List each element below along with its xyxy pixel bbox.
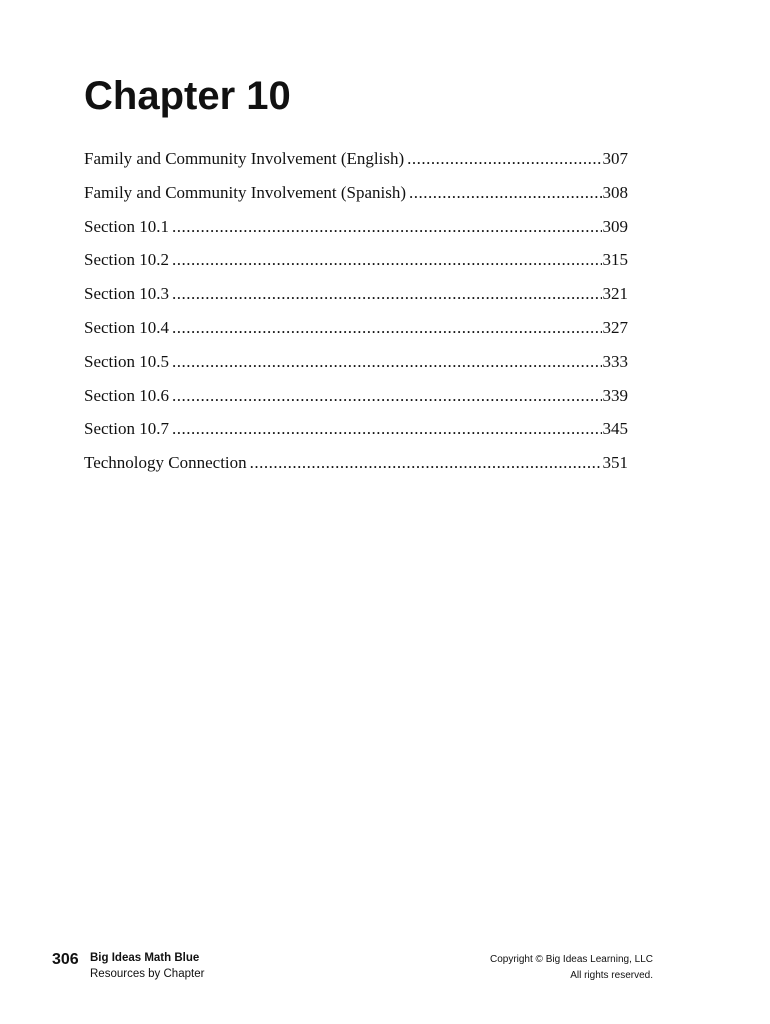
toc-entry-page: 351: [602, 453, 628, 473]
toc-entry-label: Section 10.7: [84, 419, 169, 439]
toc-entry-page: 309: [602, 216, 628, 236]
dot-leader: [172, 213, 602, 241]
dot-leader: [172, 415, 602, 443]
toc-entry-label: Section 10.5: [84, 351, 169, 371]
dot-leader: [409, 179, 601, 207]
table-of-contents: [84, 145, 628, 483]
toc-entry-family-spanish[interactable]: [84, 179, 628, 213]
toc-entry-page: 308: [602, 182, 628, 202]
toc-entry-page: 339: [602, 385, 628, 405]
toc-entry-page: 333: [602, 351, 628, 371]
toc-entry-label: Family and Community Involvement (English): [84, 149, 405, 168]
toc-entry-page: 327: [602, 317, 628, 337]
toc-entry-page: 345: [602, 419, 628, 439]
book-title: Big Ideas Math Blue: [90, 952, 200, 964]
dot-leader: [172, 314, 602, 342]
toc-entry-label: Technology Connection: [84, 453, 247, 473]
dot-leader: [407, 145, 601, 173]
toc-entry-technology-connection[interactable]: [84, 449, 628, 483]
toc-entry-section-10-2[interactable]: [84, 246, 628, 280]
dot-leader: [172, 246, 602, 274]
dot-leader: [172, 382, 602, 410]
toc-entry-page: 321: [602, 284, 628, 304]
toc-entry-section-10-5[interactable]: [84, 348, 628, 382]
toc-entry-section-10-4[interactable]: [84, 314, 628, 348]
dot-leader: [172, 348, 602, 376]
toc-entry-page: 307: [602, 149, 628, 168]
page-footer: [0, 950, 770, 990]
toc-entry-page: 315: [602, 250, 628, 270]
toc-entry-section-10-7[interactable]: [84, 415, 628, 449]
toc-entry-label: Family and Community Involvement (Spanish): [84, 182, 407, 202]
book-subtitle: Resources by Chapter: [90, 968, 205, 980]
toc-entry-label: Section 10.1: [84, 216, 169, 236]
dot-leader: [250, 449, 602, 477]
toc-entry-section-10-1[interactable]: [84, 213, 628, 247]
toc-entry-family-english[interactable]: [84, 145, 628, 179]
toc-entry-label: Section 10.3: [84, 284, 169, 304]
toc-entry-label: Section 10.4: [84, 317, 169, 337]
toc-entry-label: Section 10.6: [84, 385, 169, 405]
dot-leader: [172, 280, 602, 308]
toc-entry-label: Section 10.2: [84, 250, 169, 270]
toc-entry-section-10-6[interactable]: [84, 382, 628, 416]
copyright-notice: Copyright © Big Ideas Learning, LLC: [489, 954, 653, 965]
page-number: 306: [52, 951, 79, 968]
rights-notice: All rights reserved.: [570, 970, 653, 981]
toc-entry-section-10-3[interactable]: [84, 280, 628, 314]
chapter-title: Chapter 10: [84, 74, 291, 118]
